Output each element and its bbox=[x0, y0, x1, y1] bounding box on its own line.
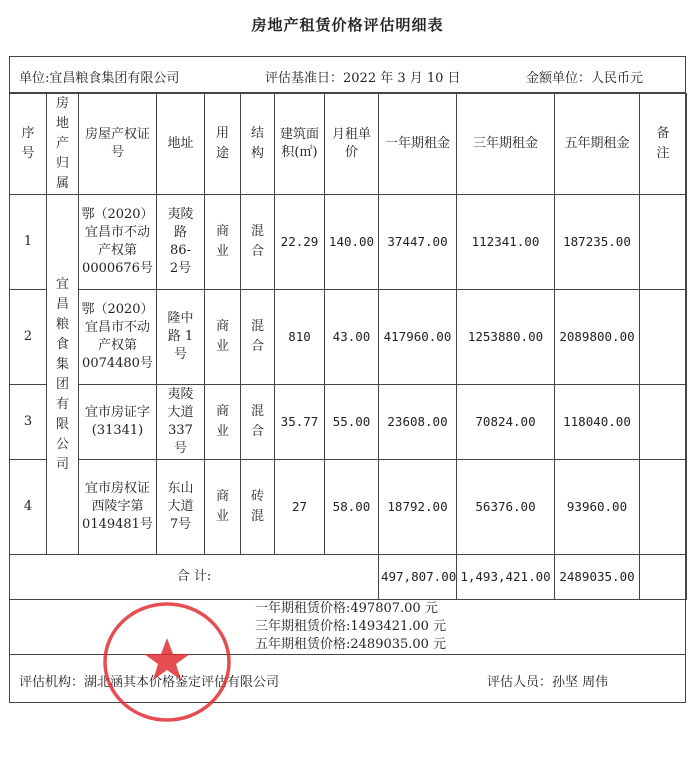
page-title: 房地产租赁价格评估明细表 bbox=[251, 16, 444, 34]
row-remark bbox=[640, 385, 687, 460]
column-header-row bbox=[10, 94, 687, 195]
col-monthly-price: 月租单价 bbox=[325, 94, 379, 195]
row-use: 商业 bbox=[205, 195, 241, 290]
row-remark bbox=[640, 290, 687, 385]
row-address: 隆中路 1 号 bbox=[157, 290, 205, 385]
row-structure: 混合 bbox=[241, 195, 275, 290]
row-rent-5y: 118040.00 bbox=[555, 385, 640, 460]
col-rent-5y: 五年期租金 bbox=[555, 94, 640, 195]
row-area: 35.77 bbox=[275, 385, 325, 460]
row-cert: 鄂（2020）宜昌市不动产权第0000676号 bbox=[79, 195, 157, 290]
col-area: 建筑面积(㎡) bbox=[275, 94, 325, 195]
col-rent-1y: 一年期租金 bbox=[379, 94, 457, 195]
row-area: 27 bbox=[275, 460, 325, 555]
total-label: 合 计: bbox=[10, 555, 379, 600]
summary-3y: 三年期租赁价格:1493421.00 元 bbox=[255, 619, 447, 634]
row-address: 东山大道7号 bbox=[157, 460, 205, 555]
total-rent-1y: 497,807.00 bbox=[379, 555, 457, 600]
row-seq: 1 bbox=[10, 195, 47, 290]
row-structure: 砖混 bbox=[241, 460, 275, 555]
row-rent-1y: 417960.00 bbox=[379, 290, 457, 385]
row-address: 夷陵路86-2号 bbox=[157, 195, 205, 290]
row-rent-5y: 2089800.00 bbox=[555, 290, 640, 385]
row-rent-5y: 93960.00 bbox=[555, 460, 640, 555]
base-date-label: 评估基准日：2022 年 3 月 10 日 bbox=[265, 71, 461, 86]
col-remark: 备注 bbox=[640, 94, 687, 195]
appraisers-label: 评估人员：孙坚 周伟 bbox=[487, 675, 609, 690]
row-structure: 混合 bbox=[241, 290, 275, 385]
row-address: 夷陵大道337号 bbox=[157, 385, 205, 460]
row-rent-1y: 23608.00 bbox=[379, 385, 457, 460]
row-use: 商业 bbox=[205, 460, 241, 555]
row-rent-5y: 187235.00 bbox=[555, 195, 640, 290]
row-rent-3y: 112341.00 bbox=[457, 195, 555, 290]
rent-detail-table bbox=[9, 93, 687, 600]
official-seal-icon bbox=[92, 594, 242, 724]
summary-5y: 五年期租赁价格:2489035.00 元 bbox=[255, 637, 447, 652]
row-rent-1y: 37447.00 bbox=[379, 195, 457, 290]
row-rent-3y: 56376.00 bbox=[457, 460, 555, 555]
total-rent-5y: 2489035.00 bbox=[555, 555, 640, 600]
row-rent-3y: 70824.00 bbox=[457, 385, 555, 460]
col-rent-3y: 三年期租金 bbox=[457, 94, 555, 195]
row-remark bbox=[640, 195, 687, 290]
row-structure: 混合 bbox=[241, 385, 275, 460]
unit-label: 单位:宜昌粮食集团有限公司 bbox=[19, 71, 180, 86]
table-row bbox=[10, 385, 687, 460]
col-structure: 结构 bbox=[241, 94, 275, 195]
row-use: 商业 bbox=[205, 385, 241, 460]
table-header-info bbox=[9, 56, 686, 93]
row-cert: 宜市房证字(31341) bbox=[79, 385, 157, 460]
col-owner: 房地产归属 bbox=[47, 94, 79, 195]
col-seq: 序号 bbox=[10, 94, 47, 195]
row-seq: 3 bbox=[10, 385, 47, 460]
row-rent-3y: 1253880.00 bbox=[457, 290, 555, 385]
row-monthly-price: 140.00 bbox=[325, 195, 379, 290]
col-use: 用途 bbox=[205, 94, 241, 195]
row-seq: 2 bbox=[10, 290, 47, 385]
row-remark bbox=[640, 460, 687, 555]
row-monthly-price: 55.00 bbox=[325, 385, 379, 460]
row-area: 810 bbox=[275, 290, 325, 385]
agency-label: 评估机构：湖北涵其本价格鉴定评估有限公司 bbox=[19, 675, 280, 690]
col-address: 地址 bbox=[157, 94, 205, 195]
currency-label: 金额单位：人民币元 bbox=[526, 71, 644, 86]
row-use: 商业 bbox=[205, 290, 241, 385]
row-area: 22.29 bbox=[275, 195, 325, 290]
row-monthly-price: 58.00 bbox=[325, 460, 379, 555]
summary-1y: 一年期租赁价格:497807.00 元 bbox=[255, 601, 438, 616]
table-row bbox=[10, 195, 687, 290]
row-cert: 宜市房权证西陵字第0149481号 bbox=[79, 460, 157, 555]
row-seq: 4 bbox=[10, 460, 47, 555]
row-rent-1y: 18792.00 bbox=[379, 460, 457, 555]
table-row bbox=[10, 460, 687, 555]
row-monthly-price: 43.00 bbox=[325, 290, 379, 385]
owner-cell: 宜昌粮食集团有限公司 bbox=[47, 195, 79, 555]
table-row bbox=[10, 290, 687, 385]
total-rent-3y: 1,493,421.00 bbox=[457, 555, 555, 600]
row-cert: 鄂（2020）宜昌市不动产权第0074480号 bbox=[79, 290, 157, 385]
col-cert: 房屋产权证号 bbox=[79, 94, 157, 195]
